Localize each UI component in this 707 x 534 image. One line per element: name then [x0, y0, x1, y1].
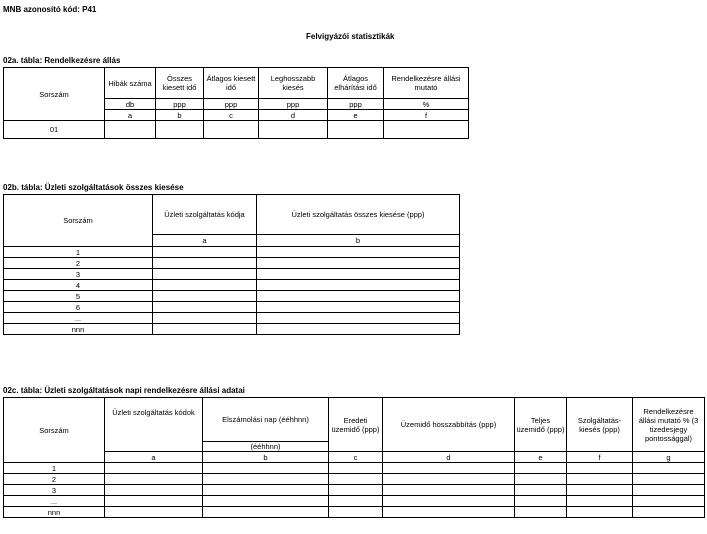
table-02a-caption: 02a. tábla: Rendelkezésre állás — [3, 56, 121, 65]
document-title: Felvigyázói statisztikák — [306, 32, 395, 41]
col-letter: b — [203, 452, 329, 463]
col-unit: db — [105, 99, 156, 110]
data-cell[interactable] — [515, 496, 567, 507]
table-row — [4, 269, 460, 280]
table-row — [4, 496, 705, 507]
table-row — [4, 463, 705, 474]
data-cell[interactable] — [515, 463, 567, 474]
row-number: 6 — [4, 302, 153, 313]
col-header: Üzleti szolgáltatás kódok — [105, 398, 203, 452]
row-number: nnn — [4, 507, 105, 518]
row-number: 5 — [4, 291, 153, 302]
table-row — [4, 324, 460, 335]
table-02b-caption: 02b. tábla: Üzleti szolgáltatások összes kiesése — [3, 183, 184, 192]
row-number: ... — [4, 313, 153, 324]
data-cell[interactable] — [204, 121, 259, 139]
row-number: 4 — [4, 280, 153, 291]
col-letter: e — [328, 110, 384, 121]
data-cell[interactable] — [257, 247, 460, 258]
col-letter: b — [156, 110, 204, 121]
table-row — [4, 485, 705, 496]
data-cell[interactable] — [567, 485, 633, 496]
data-cell[interactable] — [383, 463, 515, 474]
col-header: Rendelkezésre állási mutató — [384, 68, 469, 99]
data-cell[interactable] — [329, 507, 383, 518]
row-number: 2 — [4, 258, 153, 269]
data-cell[interactable] — [328, 121, 384, 139]
data-cell[interactable] — [259, 121, 328, 139]
col-header: Leghosszabb kiesés — [259, 68, 328, 99]
data-cell[interactable] — [633, 496, 705, 507]
col-header: Üzleti szolgáltatás kódja — [153, 195, 257, 235]
data-cell[interactable] — [156, 121, 204, 139]
data-cell[interactable] — [203, 507, 329, 518]
col-header: Átlagos kiesett idő — [204, 68, 259, 99]
col-header: Átlagos elhárítási idő — [328, 68, 384, 99]
data-cell[interactable] — [633, 463, 705, 474]
data-cell[interactable] — [257, 291, 460, 302]
data-cell[interactable] — [329, 496, 383, 507]
col-header: Összes kiesett idő — [156, 68, 204, 99]
table-row — [4, 247, 460, 258]
data-cell[interactable] — [383, 474, 515, 485]
data-cell[interactable] — [257, 280, 460, 291]
col-letter: d — [259, 110, 328, 121]
table-row — [4, 474, 705, 485]
data-cell[interactable] — [329, 474, 383, 485]
col-letter: b — [257, 235, 460, 247]
data-cell[interactable] — [383, 507, 515, 518]
col-letter: f — [384, 110, 469, 121]
col-letter: a — [153, 235, 257, 247]
col-letter: a — [105, 110, 156, 121]
table-row — [4, 313, 460, 324]
col-header: Üzemidő hosszabbítás (ppp) — [383, 398, 515, 452]
col-letter: g — [633, 452, 705, 463]
col-letter: f — [567, 452, 633, 463]
data-cell[interactable] — [257, 302, 460, 313]
data-cell[interactable] — [567, 507, 633, 518]
form-code: MNB azonosító kód: P41 — [3, 5, 97, 14]
col-unit: ppp — [156, 99, 204, 110]
data-cell[interactable] — [105, 474, 203, 485]
data-cell[interactable] — [329, 485, 383, 496]
data-cell[interactable] — [105, 121, 156, 139]
col-header: Szolgáltatás-kiesés (ppp) — [567, 398, 633, 452]
data-cell[interactable] — [203, 485, 329, 496]
table-row — [4, 302, 460, 313]
col-unit: ppp — [328, 99, 384, 110]
table-row — [4, 258, 460, 269]
data-cell[interactable] — [329, 463, 383, 474]
data-cell[interactable] — [515, 485, 567, 496]
col-header: Elszámolási nap (ééhhnn) — [203, 398, 329, 442]
sorszam-header: Sorszám — [4, 398, 105, 463]
table-row — [4, 507, 705, 518]
row-number: ... — [4, 496, 105, 507]
col-unit: (ééhhnn) — [203, 442, 329, 452]
data-cell[interactable] — [153, 291, 257, 302]
data-cell[interactable] — [567, 463, 633, 474]
col-unit: ppp — [204, 99, 259, 110]
data-cell[interactable] — [105, 463, 203, 474]
data-cell[interactable] — [153, 302, 257, 313]
row-number: 3 — [4, 485, 105, 496]
table-02c — [3, 397, 705, 518]
sorszam-header: Sorszám — [4, 195, 153, 247]
col-header: Eredeti üzemidő (ppp) — [329, 398, 383, 452]
data-cell[interactable] — [515, 507, 567, 518]
data-cell[interactable] — [567, 474, 633, 485]
data-cell[interactable] — [105, 496, 203, 507]
data-cell[interactable] — [257, 324, 460, 335]
table-row — [4, 280, 460, 291]
col-header: Teljes üzemidő (ppp) — [515, 398, 567, 452]
data-cell[interactable] — [257, 269, 460, 280]
data-cell[interactable] — [153, 324, 257, 335]
data-cell[interactable] — [153, 280, 257, 291]
data-cell[interactable] — [153, 258, 257, 269]
table-row — [4, 121, 469, 139]
table-02c-caption: 02c. tábla: Üzleti szolgáltatások napi rendelkezésre állási adatai — [3, 386, 245, 395]
data-cell[interactable] — [383, 496, 515, 507]
table-row — [4, 291, 460, 302]
data-cell[interactable] — [203, 496, 329, 507]
row-number: nnn — [4, 324, 153, 335]
row-number: 2 — [4, 474, 105, 485]
table-02b — [3, 194, 460, 335]
row-number: 01 — [4, 121, 105, 139]
data-cell[interactable] — [633, 474, 705, 485]
data-cell[interactable] — [383, 485, 515, 496]
data-cell[interactable] — [567, 496, 633, 507]
col-letter: c — [329, 452, 383, 463]
data-cell[interactable] — [105, 485, 203, 496]
col-letter: a — [105, 452, 203, 463]
col-unit: % — [384, 99, 469, 110]
col-letter: d — [383, 452, 515, 463]
data-cell[interactable] — [105, 507, 203, 518]
sorszam-header: Sorszám — [4, 68, 105, 121]
col-header: Rendelkezésre állási mutató % (3 tizedesjegy pontossággal) — [633, 398, 705, 452]
row-number: 3 — [4, 269, 153, 280]
data-cell[interactable] — [633, 485, 705, 496]
col-unit: ppp — [259, 99, 328, 110]
data-cell[interactable] — [203, 463, 329, 474]
row-number: 1 — [4, 463, 105, 474]
data-cell[interactable] — [203, 474, 329, 485]
data-cell[interactable] — [153, 269, 257, 280]
data-cell[interactable] — [257, 258, 460, 269]
col-letter: c — [204, 110, 259, 121]
col-header: Hibák száma — [105, 68, 156, 99]
col-letter: e — [515, 452, 567, 463]
data-cell[interactable] — [257, 313, 460, 324]
data-cell[interactable] — [384, 121, 469, 139]
data-cell[interactable] — [153, 247, 257, 258]
data-cell[interactable] — [515, 474, 567, 485]
table-02a — [3, 67, 469, 139]
data-cell[interactable] — [153, 313, 257, 324]
data-cell[interactable] — [633, 507, 705, 518]
row-number: 1 — [4, 247, 153, 258]
col-header: Üzleti szolgáltatás összes kiesése (ppp) — [257, 195, 460, 235]
